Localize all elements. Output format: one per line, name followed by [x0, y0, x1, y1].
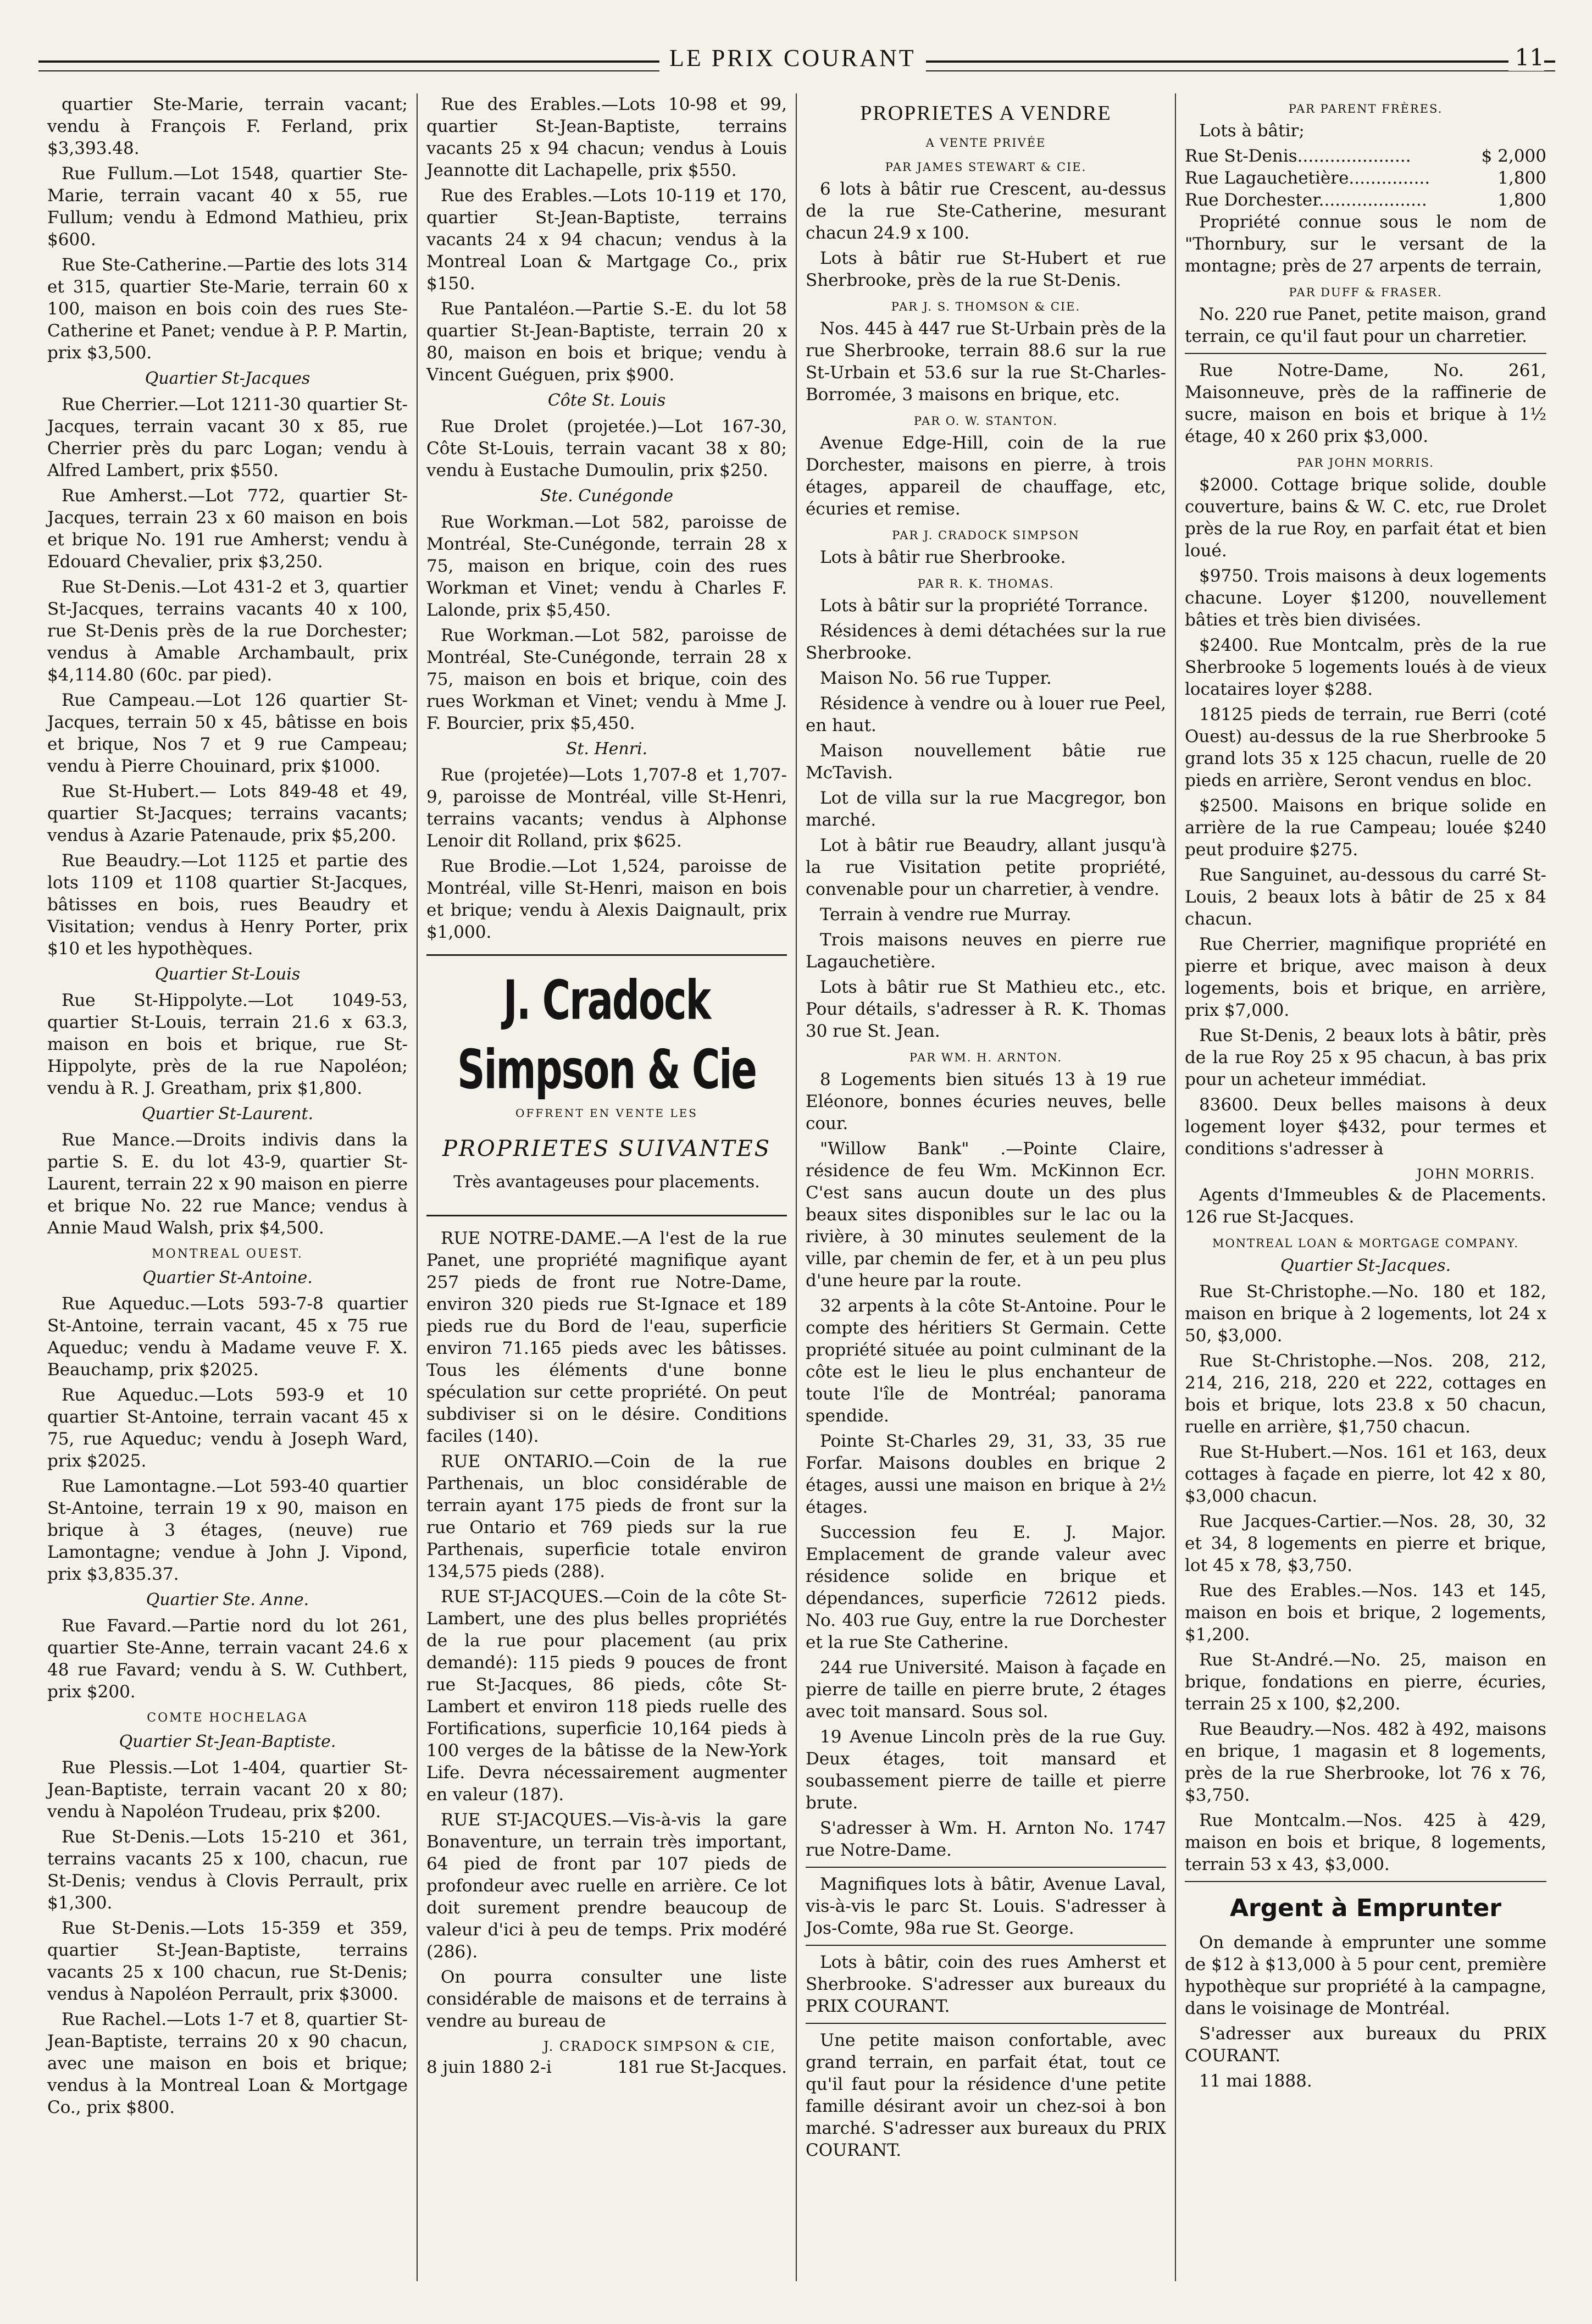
- listing-paragraph: Rue Campeau.—Lot 126 quartier St-Jacques, terrain 50 x 45, bâtisse en bois et brique, Nos 7 et 9 rue Campeau; vendu à Pierre Chouinard, prix $1000.: [47, 690, 408, 776]
- listing-paragraph: Lots à bâtir, coin des rues Amherst et Sherbrooke. S'adresser aux bureaux du PRIX COURANT.: [806, 1952, 1166, 2016]
- listing-paragraph: Rue Fullum.—Lot 1548, quartier Ste-Marie, terrain vacant 40 x 55, rue Fullum; vendu à Edmond Mathieu, prix $600.: [47, 164, 408, 250]
- listing-paragraph: Succession feu E. J. Major. Emplacement de grande valeur avec résidence solide en brique et dépendances, superficie 72612 pieds. No. 403 rue Guy, entre la rue Dorchester et la rue Ste Catherine.: [806, 1523, 1166, 1652]
- listing-paragraph: Rue St-Denis.—Lot 431-2 et 3, quartier St-Jacques, terrains vacants 40 x 100, rue St-Denis près de la rue Dorchester; vendus à Amable Archambault, prix $4,114.80 (60c. par pied).: [47, 577, 408, 685]
- agent-heading: A VENTE PRIVÉE: [925, 136, 1046, 150]
- listing-paragraph: Rue St-Denis, 2 beaux lots à bâtir, près de la rue Roy 25 x 95 chacun, à bas prix pour un acheteur immédiat.: [1185, 1026, 1546, 1089]
- listing-paragraph: Agents d'Immeubles & de Placements. 126 rue St-Jacques.: [1185, 1185, 1546, 1227]
- divider-rule: [806, 2023, 1166, 2024]
- agent-heading: PAR J. S. THOMSON & CIE.: [891, 300, 1081, 313]
- column-3: [797, 93, 1176, 2281]
- advertiser-name: J. Cradock Simpson & Cie: [457, 969, 756, 1102]
- price-label: Rue St-Denis.....................: [1185, 146, 1411, 166]
- district-subheading: Quartier St-Jacques: [145, 369, 310, 388]
- agent-heading: PAR O. W. STANTON.: [913, 414, 1058, 428]
- listing-paragraph: 6 lots à bâtir rue Crescent, au-dessus de la rue Ste-Catherine, mesurant chacun 24.9 x 100.: [806, 179, 1166, 243]
- listing-paragraph: Résidence à vendre ou à louer rue Peel, en haut.: [806, 694, 1166, 735]
- listing-paragraph: Maison nouvellement bâtie rue McTavish.: [806, 741, 1166, 783]
- page-number: 11: [1508, 44, 1544, 71]
- listing-paragraph: Rue St-Christophe.—No. 180 et 182, maison en brique à 2 logements, lot 24 x 50, $3,000.: [1185, 1282, 1546, 1346]
- listing-paragraph: $2000. Cottage brique solide, double couverture, bains & W. C. etc, rue Drolet près de la rue Roy, en parfait état et bien loué.: [1185, 475, 1546, 561]
- listing-paragraph: Rue St-Hubert.— Lots 849-48 et 49, quartier St-Jacques; terrains vacants; vendus à Azarie Patenaude, prix $5,200.: [47, 782, 408, 845]
- listing-paragraph: Rue des Erables.—Lots 10-98 et 99, quartier St-Jean-Baptiste, terrains vacants 25 x 94 chacun; vendus à Louis Jeannotte dit Lachapelle, prix $550.: [426, 95, 787, 180]
- listing-paragraph: Rue Cherrier, magnifique propriété en pierre et brique, avec maison à deux logements, bois et brique, en arrière, prix $7,000.: [1185, 934, 1546, 1020]
- price-value: 1,800: [1497, 190, 1546, 210]
- listing-paragraph: 83600. Deux belles maisons à deux logement loyer $432, pour termes et conditions s'adresser à: [1185, 1095, 1546, 1159]
- listing-paragraph: Rue Workman.—Lot 582, paroisse de Montréal, Ste-Cunégonde, terrain 28 x 75, maison en brique, coin des rues Workman et Vinet; vendu à Charles F. Lalonde, prix $5,450.: [426, 512, 787, 620]
- price-row: [1185, 145, 1546, 167]
- listing-paragraph: "Willow Bank" .—Pointe Claire, résidence de feu Wm. McKinnon Ecr. C'est sans aucun doute un des plus beaux sites disponibles sur le lac ou la rivière, à 30 minutes seulement de la ville, par chemin de fer, et à un peu plus d'une heure par la route.: [806, 1139, 1166, 1291]
- agent-heading: PAR WM. H. ARNTON.: [909, 1051, 1063, 1064]
- listing-paragraph: Rue St-Hubert.—Nos. 161 et 163, deux cottages à façade en pierre, lot 42 x 80, $3,000 chacun.: [1185, 1442, 1546, 1506]
- agent-heading: PAR PARENT FRÈRES.: [1288, 102, 1443, 115]
- district-subheading: Quartier St-Antoine.: [142, 1268, 313, 1287]
- listing-paragraph: Lots à bâtir;: [1199, 121, 1305, 141]
- listing-paragraph: Rue Beaudry.—Nos. 482 à 492, maisons en brique, 1 magasin et 8 logements, près de la rue Sherbrooke, lot 76 x 76, $3,750.: [1185, 1719, 1546, 1805]
- listing-paragraph: 11 mai 1888.: [1199, 2071, 1312, 2091]
- listing-paragraph: Rue Aqueduc.—Lots 593-7-8 quartier St-Antoine, terrain vacant, 45 x 75 rue Aqueduc; vendu à Madame veuve F. X. Beauchamp, prix $2025.: [47, 1294, 408, 1380]
- listing-paragraph: Rue St-Hippolyte.—Lot 1049-53, quartier St-Louis, terrain 21.6 x 63.3, maison en bois et brique, rue St-Hippolyte, près de la rue Napoléon; vendu à R. J. Greatham, prix $1,800.: [47, 991, 408, 1098]
- price-row: [1185, 189, 1546, 211]
- listing-paragraph: Terrain à vendre rue Murray.: [820, 905, 1072, 925]
- column-1: [38, 93, 418, 2281]
- listing-paragraph: Lots à bâtir rue St Mathieu etc., etc. Pour détails, s'adresser à R. K. Thomas 30 rue St. Jean.: [806, 977, 1166, 1041]
- listing-paragraph: Lots à bâtir rue St-Hubert et rue Sherbrooke, près de la rue St-Denis.: [806, 248, 1166, 290]
- page-columns: [38, 93, 1555, 2281]
- listing-paragraph: Rue Amherst.—Lot 772, quartier St-Jacques, terrain 23 x 60 maison en bois et brique No. 191 rue Amherst; vendu à Edouard Chevalier, prix $3,250.: [47, 486, 408, 572]
- masthead: [38, 38, 1555, 82]
- listing-paragraph: Nos. 445 à 447 rue St-Urbain près de la rue Sherbrooke, terrain 88.6 sur la rue St-Urbain et 53.6 sur la rue St-Charles-Borromée, 3 maisons en brique, etc.: [806, 319, 1166, 405]
- listing-paragraph: Lot de villa sur la rue Macgregor, bon marché.: [806, 788, 1166, 830]
- listing-paragraph: Propriété connue sous le nom de "Thornbury, sur le versant de la montagne; près de 27 arpents de terrain,: [1185, 212, 1546, 276]
- listing-paragraph: Rue (projetée)—Lots 1,707-8 et 1,707-9, paroisse de Montréal, ville St-Henri, terrains vacants; vendus à Alphonse Lenoir dit Rolland, prix $625.: [426, 765, 787, 851]
- district-subheading: Ste. Cunégonde: [540, 486, 674, 506]
- divider-rule: [1185, 1881, 1546, 1882]
- listing-paragraph: 19 Avenue Lincoln près de la rue Guy. Deux étages, toit mansard et soubassement pierre de taille et pierre brute.: [806, 1727, 1166, 1813]
- listing-paragraph: RUE ONTARIO.—Coin de la rue Parthenais, un bloc considérable de terrain ayant 175 pieds de front sur la rue Ontario et 769 pieds sur la rue Parthenais, superficie totale environ 134,575 pieds (288).: [426, 1452, 787, 1581]
- dateline: [426, 2056, 787, 2078]
- listing-paragraph: Rue St-Christophe.—Nos. 208, 212, 214, 216, 218, 220 et 222, cottages en bois et brique, lots 23.8 x 50 chacun, ruelle en arrière, $1,750 chacun.: [1185, 1351, 1546, 1437]
- listing-paragraph: Résidences à demi détachées sur la rue Sherbrooke.: [806, 621, 1166, 663]
- agent-heading: PAR JOHN MORRIS.: [1297, 456, 1434, 469]
- listing-paragraph: Rue des Erables.—Nos. 143 et 145, maison en bois et brique, 2 logements, $1,200.: [1185, 1581, 1546, 1645]
- listing-paragraph: 32 arpents à la côte St-Antoine. Pour le compte des héritiers St Germain. Cette propriété située au point culminant de la côte est le lieu le plus enchanteur de toute l'île de Montréal; panorama spendide.: [806, 1296, 1166, 1426]
- listing-paragraph: 18125 pieds de terrain, rue Berri (coté Ouest) au-dessus de la rue Sherbrooke 5 grand lots 35 x 125 chacun, ruelle de 20 pieds en arrière, Seront vendus en bloc.: [1185, 705, 1546, 790]
- district-subheading: St. Henri.: [565, 739, 648, 759]
- listing-paragraph: 8 Logements bien situés 13 à 19 rue Eléonore, bonnes écuries neuves, belle cour.: [806, 1070, 1166, 1133]
- advertisement-box: [426, 954, 787, 1216]
- advert-tagline: Très avantageuses pour placements.: [453, 1172, 760, 1192]
- price-value: 1,800: [1497, 168, 1546, 188]
- column-4: [1176, 93, 1555, 2281]
- advert-title: PROPRIETES SUIVANTES: [442, 1136, 772, 1161]
- listing-paragraph: Rue Plessis.—Lot 1-404, quartier St-Jean-Baptiste, terrain vacant 20 x 80; vendu à Napoléon Trudeau, prix $200.: [47, 1758, 408, 1822]
- advert-offer: OFFRENT EN VENTE LES: [515, 1106, 698, 1120]
- newspaper-title: LE PRIX COURANT: [659, 44, 926, 72]
- district-subheading: Côte St. Louis: [547, 391, 666, 410]
- listing-paragraph: Rue Montcalm.—Nos. 425 à 429, maison en bois et brique, 8 logements, terrain 53 x 43, $3,000.: [1185, 1811, 1546, 1874]
- listing-paragraph: Rue Pantaléon.—Partie S.-E. du lot 58 quartier St-Jean-Baptiste, terrain 20 x 80, maison en bois et brique; vendu à Vincent Guéguen, prix $900.: [426, 299, 787, 385]
- listing-paragraph: S'adresser aux bureaux du PRIX COURANT.: [1185, 2024, 1546, 2066]
- listing-paragraph: S'adresser à Wm. H. Arnton No. 1747 rue Notre-Dame.: [806, 1818, 1166, 1860]
- divider-rule: [806, 1867, 1166, 1868]
- address-text: 181 rue St-Jacques.: [617, 2057, 787, 2077]
- listing-paragraph: Rue Jacques-Cartier.—Nos. 28, 30, 32 et 34, 8 logements en pierre et brique, lot 45 x 78, $3,750.: [1185, 1512, 1546, 1575]
- listing-paragraph: Magnifiques lots à bâtir, Avenue Laval, vis-à-vis le parc St. Louis. S'adresser à Jos-Comte, 98a rue St. George.: [806, 1874, 1166, 1938]
- listing-paragraph: RUE ST-JACQUES.—Coin de la côte St-Lambert, une des plus belles propriétés de la rue pour placement (au prix demandé): 115 pieds 9 pouces de front rue St-Jacques, 86 pieds, côte St-Lambert et environ 118 pieds ruelle des Fortifications, superficie 10,164 pieds à 100 verges de la bâtisse de la New-York Life. Devra nécessairement augmenter en valeur (187).: [426, 1587, 787, 1805]
- loan-advert-heading: Argent à Emprunter: [1229, 1894, 1502, 1922]
- listing-paragraph: Rue Ste-Catherine.—Partie des lots 314 et 315, quartier Ste-Marie, terrain 60 x 100, maison en bois coin des rues Ste-Catherine et Panet; vendue à P. P. Martin, prix $3,500.: [47, 255, 408, 363]
- listing-paragraph: Rue St-André.—No. 25, maison en brique, fondations en pierre, écuries, terrain 25 x 100, $2,200.: [1185, 1650, 1546, 1714]
- listing-paragraph: Rue Brodie.—Lot 1,524, paroisse de Montréal, ville St-Henri, maison en bois et brique; vendu à Alexis Daignault, prix $1,000.: [426, 856, 787, 942]
- listing-paragraph: $2400. Rue Montcalm, près de la rue Sherbrooke 5 logements loués à de vieux locataires loyer $288.: [1185, 635, 1546, 699]
- listing-paragraph: $9750. Trois maisons à deux logements chacune. Loyer $1200, nouvellement bâties et très bien divisées.: [1185, 566, 1546, 630]
- listing-paragraph: Rue Sanguinet, au-dessous du carré St-Louis, 2 beaux lots à bâtir de 25 x 84 chacun.: [1185, 865, 1546, 929]
- listing-paragraph: Rue Favard.—Partie nord du lot 261, quartier Ste-Anne, terrain vacant 24.6 x 48 rue Favard; vendu à S. W. Cuthbert, prix $200.: [47, 1616, 408, 1702]
- listing-paragraph: No. 220 rue Panet, petite maison, grand terrain, ce qu'il faut pour un charretier.: [1185, 305, 1546, 346]
- listing-paragraph: Lot à bâtir rue Beaudry, allant jusqu'à la rue Visitation petite propriété, convenable pour un charretier, à vendre.: [806, 835, 1166, 899]
- listing-paragraph: Trois maisons neuves en pierre rue Lagauchetière.: [806, 930, 1166, 972]
- listing-paragraph: Rue des Erables.—Lots 10-119 et 170, quartier St-Jean-Baptiste, terrains vacants 24 x 94 chacun; vendus à la Montreal Loan & Martgage Co., prix $150.: [426, 186, 787, 294]
- listing-paragraph: Lots à bâtir rue Sherbrooke.: [820, 547, 1066, 567]
- section-heading: COMTE HOCHELAGA: [147, 1711, 308, 1725]
- listing-paragraph: quartier Ste-Marie, terrain vacant; vendu à François F. Ferland, prix $3,393.48.: [47, 95, 408, 158]
- price-label: Rue Lagauchetière...............: [1185, 168, 1430, 188]
- listing-paragraph: Rue Beaudry.—Lot 1125 et partie des lots 1109 et 1108 quartier St-Jacques, bâtisses en bois, rues Beaudry et Visitation; vendus à Henry Porter, prix $10 et les hypothèques.: [47, 851, 408, 959]
- signature: JOHN MORRIS.: [1417, 1166, 1535, 1182]
- section-heading: MONTREAL OUEST.: [152, 1247, 303, 1261]
- listing-paragraph: On pourra consulter une liste considérable de maisons et de terrains à vendre au bureau de: [426, 1967, 787, 2031]
- district-subheading: Quartier St-Jacques.: [1280, 1256, 1451, 1275]
- listing-paragraph: Rue St-Denis.—Lots 15-210 et 361, terrains vacants 25 x 100, chacun, rue St-Denis; vendus à Clovis Perrault, prix $1,300.: [47, 1827, 408, 1913]
- listing-paragraph: Rue Cherrier.—Lot 1211-30 quartier St-Jacques, terrain vacant 30 x 85, rue Cherrier près du parc Logan; vendu à Alfred Lambert, prix $550.: [47, 395, 408, 480]
- agent-heading: PAR JAMES STEWART & CIE.: [885, 161, 1087, 174]
- district-subheading: Quartier St-Louis: [154, 965, 301, 984]
- divider-rule: [1185, 353, 1546, 354]
- listing-paragraph: Rue Workman.—Lot 582, paroisse de Montréal, Ste-Cunégonde, terrain 28 x 75, maison en bois et brique, coin des rues Workman et Vinet; vendu à Mme J. F. Bourcier, prix $5,450.: [426, 626, 787, 733]
- agent-heading: PAR DUFF & FRASER.: [1289, 286, 1443, 299]
- agent-heading: MONTREAL LOAN & MORTGAGE COMPANY.: [1212, 1237, 1519, 1250]
- price-value: $ 2,000: [1481, 146, 1546, 166]
- listing-paragraph: Rue Mance.—Droits indivis dans la partie S. E. du lot 43-9, quartier St-Laurent, terrain 22 x 90 maison en pierre et brique No. 22 rue Mance; vendus à Annie Maud Walsh, prix $4,500.: [47, 1130, 408, 1238]
- listing-paragraph: On demande à emprunter une somme de $12 à $13,000 à 5 pour cent, première hypothèque sur propriété à la campagne, dans le voisinage de Montréal.: [1185, 1933, 1546, 2018]
- listing-paragraph: Lots à bâtir sur la propriété Torrance.: [820, 596, 1149, 616]
- column-2: [418, 93, 797, 2281]
- listing-paragraph: Rue Aqueduc.—Lots 593-9 et 10 quartier St-Antoine, terrain vacant 45 x 75, rue Aqueduc; vendu à Joseph Ward, prix $2025.: [47, 1385, 408, 1471]
- listing-paragraph: $2500. Maisons en brique solide en arrière de la rue Campeau; louée $240 peut produire $275.: [1185, 796, 1546, 860]
- listing-paragraph: Rue Rachel.—Lots 1-7 et 8, quartier St-Jean-Baptiste, terrains 20 x 90 chacun, avec une maison en bois et brique; vendus à la Montreal Loan & Mortgage Co., prix $800.: [47, 2010, 408, 2117]
- listing-paragraph: Rue St-Denis.—Lots 15-359 et 359, quartier St-Jean-Baptiste, terrains vacants 25 x 100 chacun, rue St-Denis; vendus à Napoléon Perrault, prix $3000.: [47, 1918, 408, 2004]
- listing-paragraph: Rue Drolet (projetée.)—Lot 167-30, Côte St-Louis, terrain vacant 38 x 80; vendu à Eustache Dumoulin, prix $250.: [426, 417, 787, 480]
- listing-paragraph: Avenue Edge-Hill, coin de la rue Dorchester, maisons en pierre, à trois étages, appareil de chauffage, etc, écuries et remise.: [806, 433, 1166, 519]
- listing-paragraph: Rue Notre-Dame, No. 261, Maisonneuve, près de la raffinerie de sucre, maison en bois et brique à 1½ étage, 40 x 260 prix $3,000.: [1185, 361, 1546, 446]
- listing-paragraph: Rue Lamontagne.—Lot 593-40 quartier St-Antoine, terrain 19 x 90, maison en brique à 3 étages, (neuve) rue Lamontagne; vendue à John J. Vipond, prix $3,835.37.: [47, 1476, 408, 1584]
- listing-paragraph: Une petite maison confortable, avec grand terrain, en parfait état, tout ce qu'il faut pour la résidence d'une petite famille désirant avoir un chez-soi à bon marché. S'adresser aux bureaux du PRIX COURANT.: [806, 2030, 1166, 2160]
- date-text: 8 juin 1880 2-i: [426, 2057, 552, 2077]
- column-heading: PROPRIETES A VENDRE: [860, 102, 1112, 125]
- signature: J. CRADOCK SIMPSON & CIE,: [543, 2039, 776, 2054]
- price-row: [1185, 167, 1546, 189]
- price-label: Rue Dorchester....................: [1185, 190, 1427, 210]
- district-subheading: Quartier St-Laurent.: [141, 1104, 314, 1124]
- listing-paragraph: RUE NOTRE-DAME.—A l'est de la rue Panet, une propriété magnifique ayant 257 pieds de front rue Notre-Dame, environ 320 pieds rue St-Ignace et 189 pieds rue du Bord de l'eau, superficie environ 71.165 pieds avec les bâtisses. Tous les éléments d'une bonne spéculation sur cette propriété. On peut subdiviser si on le désire. Conditions faciles (140).: [426, 1229, 787, 1446]
- listing-paragraph: RUE ST-JACQUES.—Vis-à-vis la gare Bonaventure, un terrain très important, 64 pied de front par 107 pieds de profondeur avec ruelle en arrière. Ce lot doit surement prendre beaucoup de valeur d'ici à peu de temps. Prix modéré (286).: [426, 1810, 787, 1962]
- agent-heading: PAR J. CRADOCK SIMPSON: [892, 529, 1080, 542]
- listing-paragraph: 244 rue Université. Maison à façade en pierre de taille en pierre brute, 2 étages avec toit mansard. Sous sol.: [806, 1658, 1166, 1722]
- district-subheading: Quartier Ste. Anne.: [146, 1590, 309, 1609]
- divider-rule: [806, 1945, 1166, 1946]
- agent-heading: PAR R. K. THOMAS.: [917, 577, 1055, 590]
- listing-paragraph: Pointe St-Charles 29, 31, 33, 35 rue Forfar. Maisons doubles en brique 2 étages, aussi une maison en brique à 2½ étages.: [806, 1431, 1166, 1517]
- district-subheading: Quartier St-Jean-Baptiste.: [119, 1732, 336, 1751]
- listing-paragraph: Maison No. 56 rue Tupper.: [820, 668, 1052, 688]
